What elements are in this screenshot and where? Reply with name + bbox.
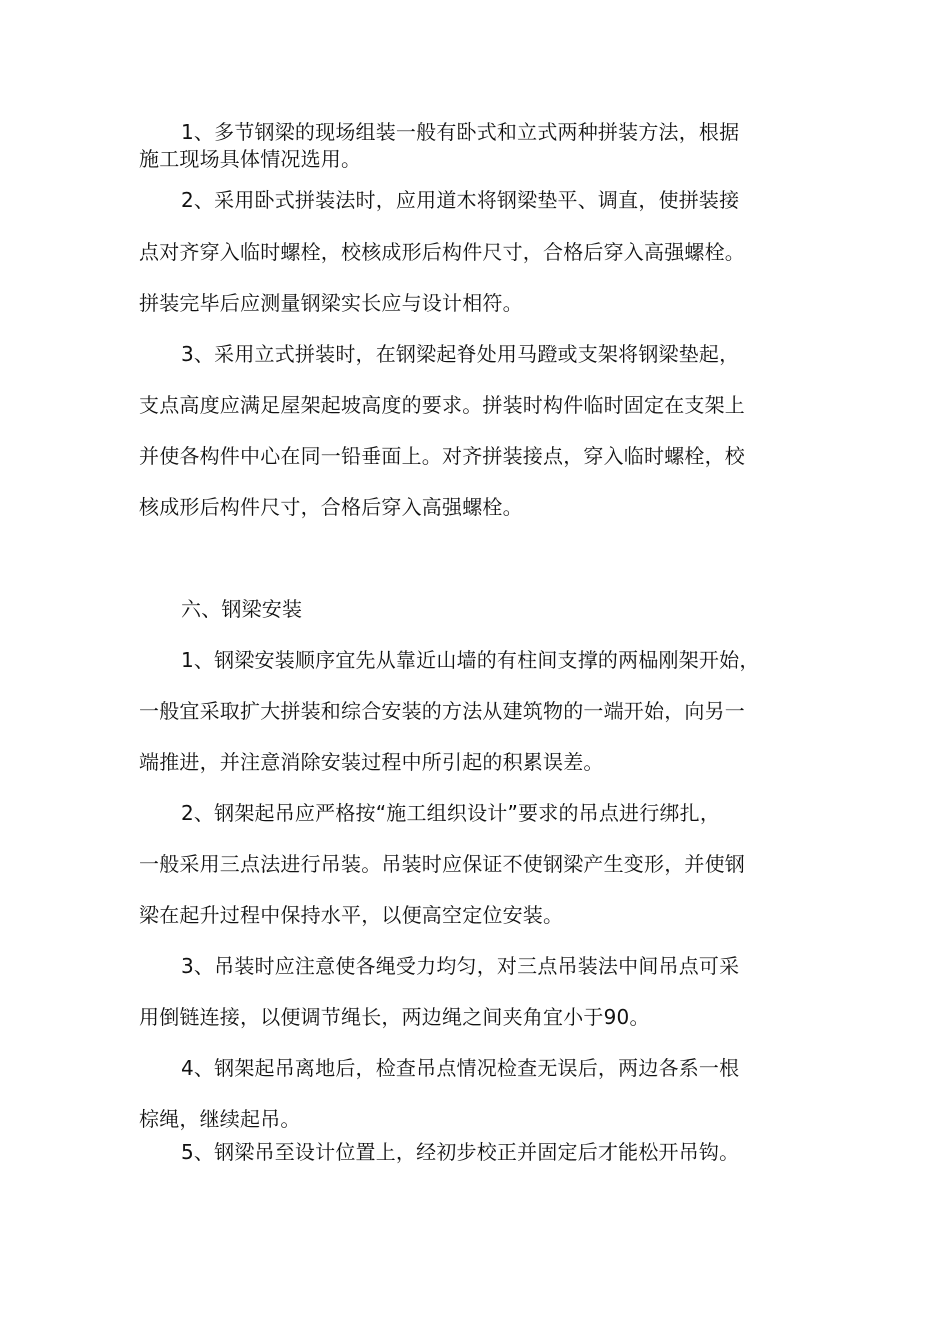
paragraph-4-line-2: 一般宜采取扩大拼装和综合安装的方法从建筑物的一端开始，向另一	[139, 699, 745, 723]
paragraph-5-line-1: 2、钢架起吊应严格按“施工组织设计”要求的吊点进行绑扎，	[181, 801, 721, 825]
paragraph-2-line-2: 点对齐穿入临时螺栓，校核成形后构件尺寸，合格后穿入高强螺栓。	[139, 240, 745, 264]
paragraph-2-line-1: 2、采用卧式拼装法时，应用道木将钢梁垫平、调直，使拼装接	[181, 188, 740, 212]
paragraph-1-line-2: 施工现场具体情况选用。	[139, 147, 362, 171]
paragraph-3-line-4: 核成形后构件尺寸，合格后穿入高强螺栓。	[139, 495, 523, 519]
paragraph-6-line-1: 3、吊装时应注意使各绳受力均匀，对三点吊装法中间吊点可采	[181, 954, 740, 978]
section-heading: 六、钢梁安装	[181, 597, 303, 621]
paragraph-7-line-1: 4、钢架起吊离地后，检查吊点情况检查无误后，两边各系一根	[181, 1056, 740, 1080]
paragraph-8-line-1: 5、钢梁吊至设计位置上，经初步校正并固定后才能松开吊钩。	[181, 1140, 740, 1164]
paragraph-3-line-2: 支点高度应满足屋架起坡高度的要求。拼装时构件临时固定在支架上	[139, 393, 745, 417]
paragraph-7-line-2: 棕绳，继续起吊。	[139, 1107, 301, 1131]
paragraph-1-line-1: 1、多节钢梁的现场组装一般有卧式和立式两种拼装方法，根据	[181, 120, 740, 144]
paragraph-3-line-3: 并使各构件中心在同一铅垂面上。对齐拼装接点，穿入临时螺栓，校	[139, 444, 745, 468]
paragraph-3-line-1: 3、采用立式拼装时，在钢梁起脊处用马蹬或支架将钢梁垫起，	[181, 342, 740, 366]
paragraph-5-line-3: 梁在起升过程中保持水平，以便高空定位安装。	[139, 903, 564, 927]
paragraph-2-line-3: 拼装完毕后应测量钢梁实长应与设计相符。	[139, 291, 523, 315]
paragraph-4-line-1: 1、钢梁安装顺序宜先从靠近山墙的有柱间支撑的两榀刚架开始，	[181, 648, 760, 672]
paragraph-5-line-2: 一般采用三点法进行吊装。吊装时应保证不使钢梁产生变形，并使钢	[139, 852, 745, 876]
paragraph-4-line-3: 端推进，并注意消除安装过程中所引起的积累误差。	[139, 750, 604, 774]
paragraph-6-line-2: 用倒链连接，以便调节绳长，两边绳之间夹角宜小于90。	[139, 1005, 650, 1029]
